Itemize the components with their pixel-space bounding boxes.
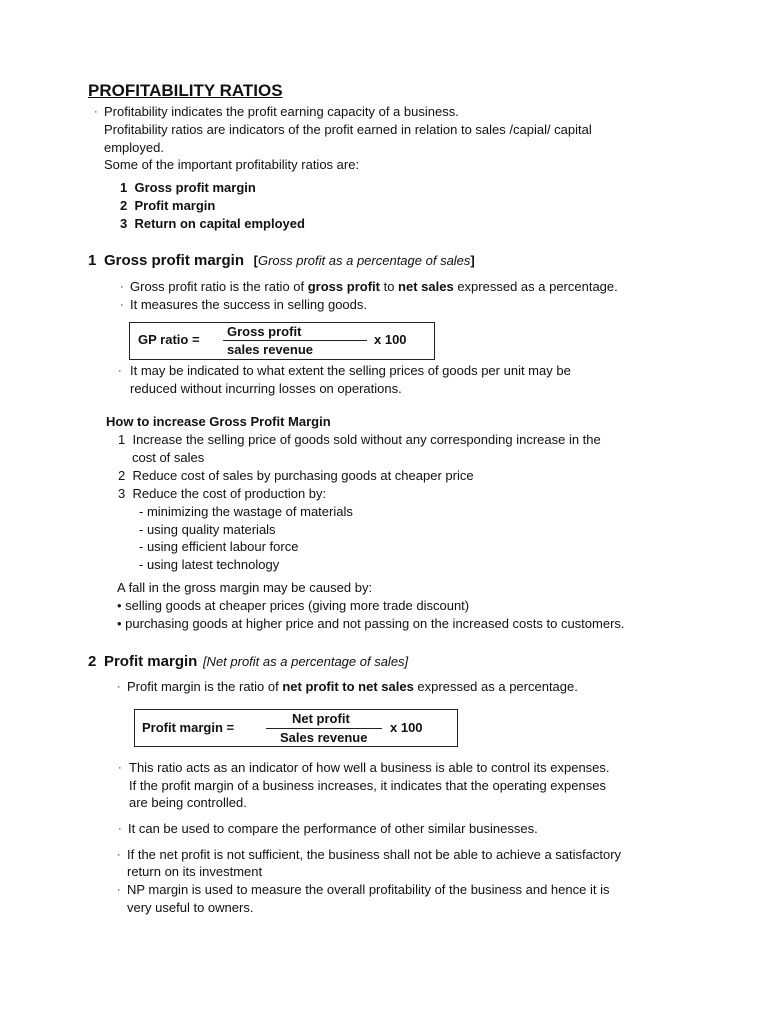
formula-multiplier: x 100 <box>374 332 407 347</box>
howto-item: 2 Reduce cost of sales by purchasing goods at cheaper price <box>118 468 474 483</box>
fall-title: A fall in the gross margin may be caused by: <box>117 580 373 595</box>
bullet: · <box>120 299 124 311</box>
formula-numerator: Gross profit <box>227 324 302 339</box>
section-2-bullet-2-line-3: are being controlled. <box>129 795 247 810</box>
section-2-bullet-4-line-1: If the net profit is not sufficient, the business shall not be able to achieve a satisfactory <box>127 847 622 862</box>
howto-title: How to increase Gross Profit Margin <box>106 414 331 429</box>
formula-lhs: Profit margin = <box>142 720 235 735</box>
bullet: · <box>94 106 98 118</box>
section-1-heading: 1 Gross profit margin [Gross profit as a percentage of sales] <box>88 252 475 269</box>
howto-item: 3 Reduce the cost of production by: <box>118 486 327 501</box>
bullet: · <box>118 762 122 774</box>
sub-item: - using efficient labour force <box>139 539 299 554</box>
sub-item: - minimizing the wastage of materials <box>139 504 353 519</box>
section-2-heading: 2 Profit margin [Net profit as a percentage of sales] <box>88 653 409 670</box>
bullet: · <box>117 681 121 693</box>
section-2-bullet-5-line-2: very useful to owners. <box>127 900 254 915</box>
intro-line-1: Profitability indicates the profit earning capacity of a business. <box>104 104 459 119</box>
section-2-bullet-5-line-1: NP margin is used to measure the overall profitability of the business and hence it is <box>127 882 610 897</box>
formula-multiplier: x 100 <box>390 720 423 735</box>
formula-denominator: sales revenue <box>227 342 314 357</box>
formula-lhs: GP ratio = <box>138 332 200 347</box>
section-2-bullet-1: Profit margin is the ratio of net profit to net sales expressed as a percentage. <box>127 679 578 694</box>
intro-line-3: employed. <box>104 140 164 155</box>
fall-item: • selling goods at cheaper prices (giving more trade discount) <box>117 598 470 613</box>
intro-list-item: 2 Profit margin <box>120 198 216 213</box>
formula-numerator: Net profit <box>292 711 350 726</box>
howto-item: 1 Increase the selling price of goods sold without any corresponding increase in the <box>118 432 601 447</box>
section-1-bullet-2: It measures the success in selling goods. <box>130 297 368 312</box>
section-1-bullet-3-line-2: reduced without incurring losses on operations. <box>130 381 402 396</box>
page-title: PROFITABILITY RATIOS <box>88 81 283 100</box>
bullet: · <box>120 281 124 293</box>
intro-list-item: 3 Return on capital employed <box>120 216 305 231</box>
intro-line-4: Some of the important profitability ratios are: <box>104 157 360 172</box>
sub-item: - using quality materials <box>139 522 276 537</box>
formula-denominator: Sales revenue <box>280 730 368 745</box>
section-1-bullet-3-line-1: It may be indicated to what extent the selling prices of goods per unit may be <box>130 363 571 378</box>
intro-line-2: Profitability ratios are indicators of the profit earned in relation to sales /capial/ capital <box>104 122 592 137</box>
bullet: · <box>117 884 121 896</box>
intro-list-item: 1 Gross profit margin <box>120 180 256 195</box>
fall-item: • purchasing goods at higher price and not passing on the increased costs to customers. <box>117 616 625 631</box>
section-2-bullet-3: It can be used to compare the performance of other similar businesses. <box>128 821 538 836</box>
bullet: · <box>117 849 121 861</box>
section-1-bullet-1: Gross profit ratio is the ratio of gross profit to net sales expressed as a percentage. <box>130 279 618 294</box>
howto-item-cont: cost of sales <box>132 450 205 465</box>
section-2-bullet-2-line-1: This ratio acts as an indicator of how well a business is able to control its expenses. <box>129 760 610 775</box>
bullet: · <box>118 365 122 377</box>
section-2-bullet-4-line-2: return on its investment <box>127 864 263 879</box>
sub-item: - using latest technology <box>139 557 280 572</box>
bullet: · <box>118 823 122 835</box>
section-2-bullet-2-line-2: If the profit margin of a business increases, it indicates that the operating expenses <box>129 778 606 793</box>
